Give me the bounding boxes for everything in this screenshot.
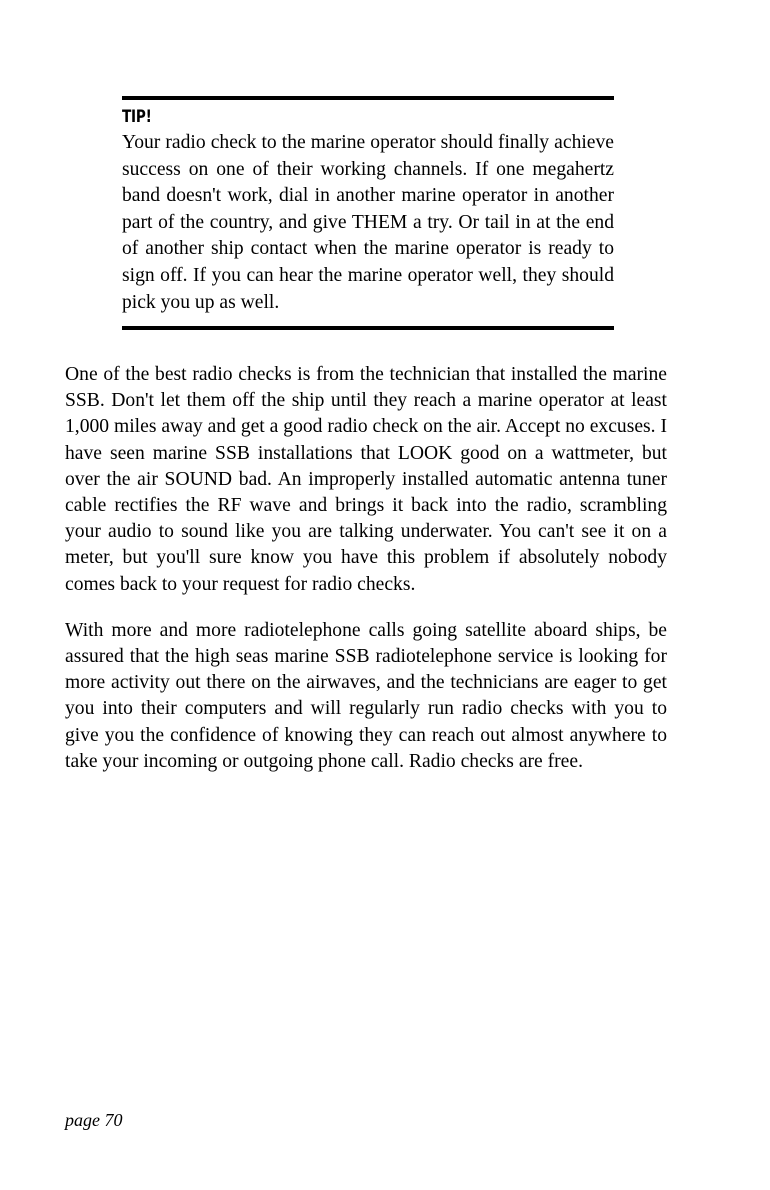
body-paragraph-2: With more and more radiotelephone calls going satellite aboard ships, be assured that the high seas marine SSB radiotelephone service is looking for more activity out there on the airwaves, and the technicians are eager to get you into their computers and will regularly run radio checks with you to give you the confidence of knowing they can reach out almost anywhere to take your incoming or outgoing phone call. Radio checks are free. xyxy=(65,619,667,772)
body-text-column xyxy=(65,362,667,775)
page-number-footer: page 70 xyxy=(65,1110,123,1130)
tip-bottom-rule xyxy=(122,326,614,330)
tip-callout-box xyxy=(122,96,614,330)
tip-top-rule xyxy=(122,96,614,100)
tip-body-text: Your radio check to the marine operator should finally achieve success on one of their working channels. If one megahertz band doesn't work, dial in another marine operator in another part of the country, and give THEM a try. Or tail in at the end of another ship contact when the marine operator is ready to sign off. If you can hear the marine operator well, they should pick you up as well. xyxy=(122,132,614,313)
tip-heading: TIP! xyxy=(122,107,152,127)
body-paragraph-1: One of the best radio checks is from the technician that installed the marine SSB. Don't let them off the ship until they reach a marine operator at least 1,000 miles away and get a good radio check on the air. Accept no excuses. I have seen marine SSB installations that LOOK good on a wattmeter, but over the air SOUND bad. An improperly installed automatic antenna tuner cable rectifies the RF wave and brings it back into the radio, scrambling your audio to sound like you are talking underwater. You can't see it on a meter, but you'll sure know you have this problem if absolutely nobody comes back to your request for radio checks. xyxy=(65,364,667,595)
